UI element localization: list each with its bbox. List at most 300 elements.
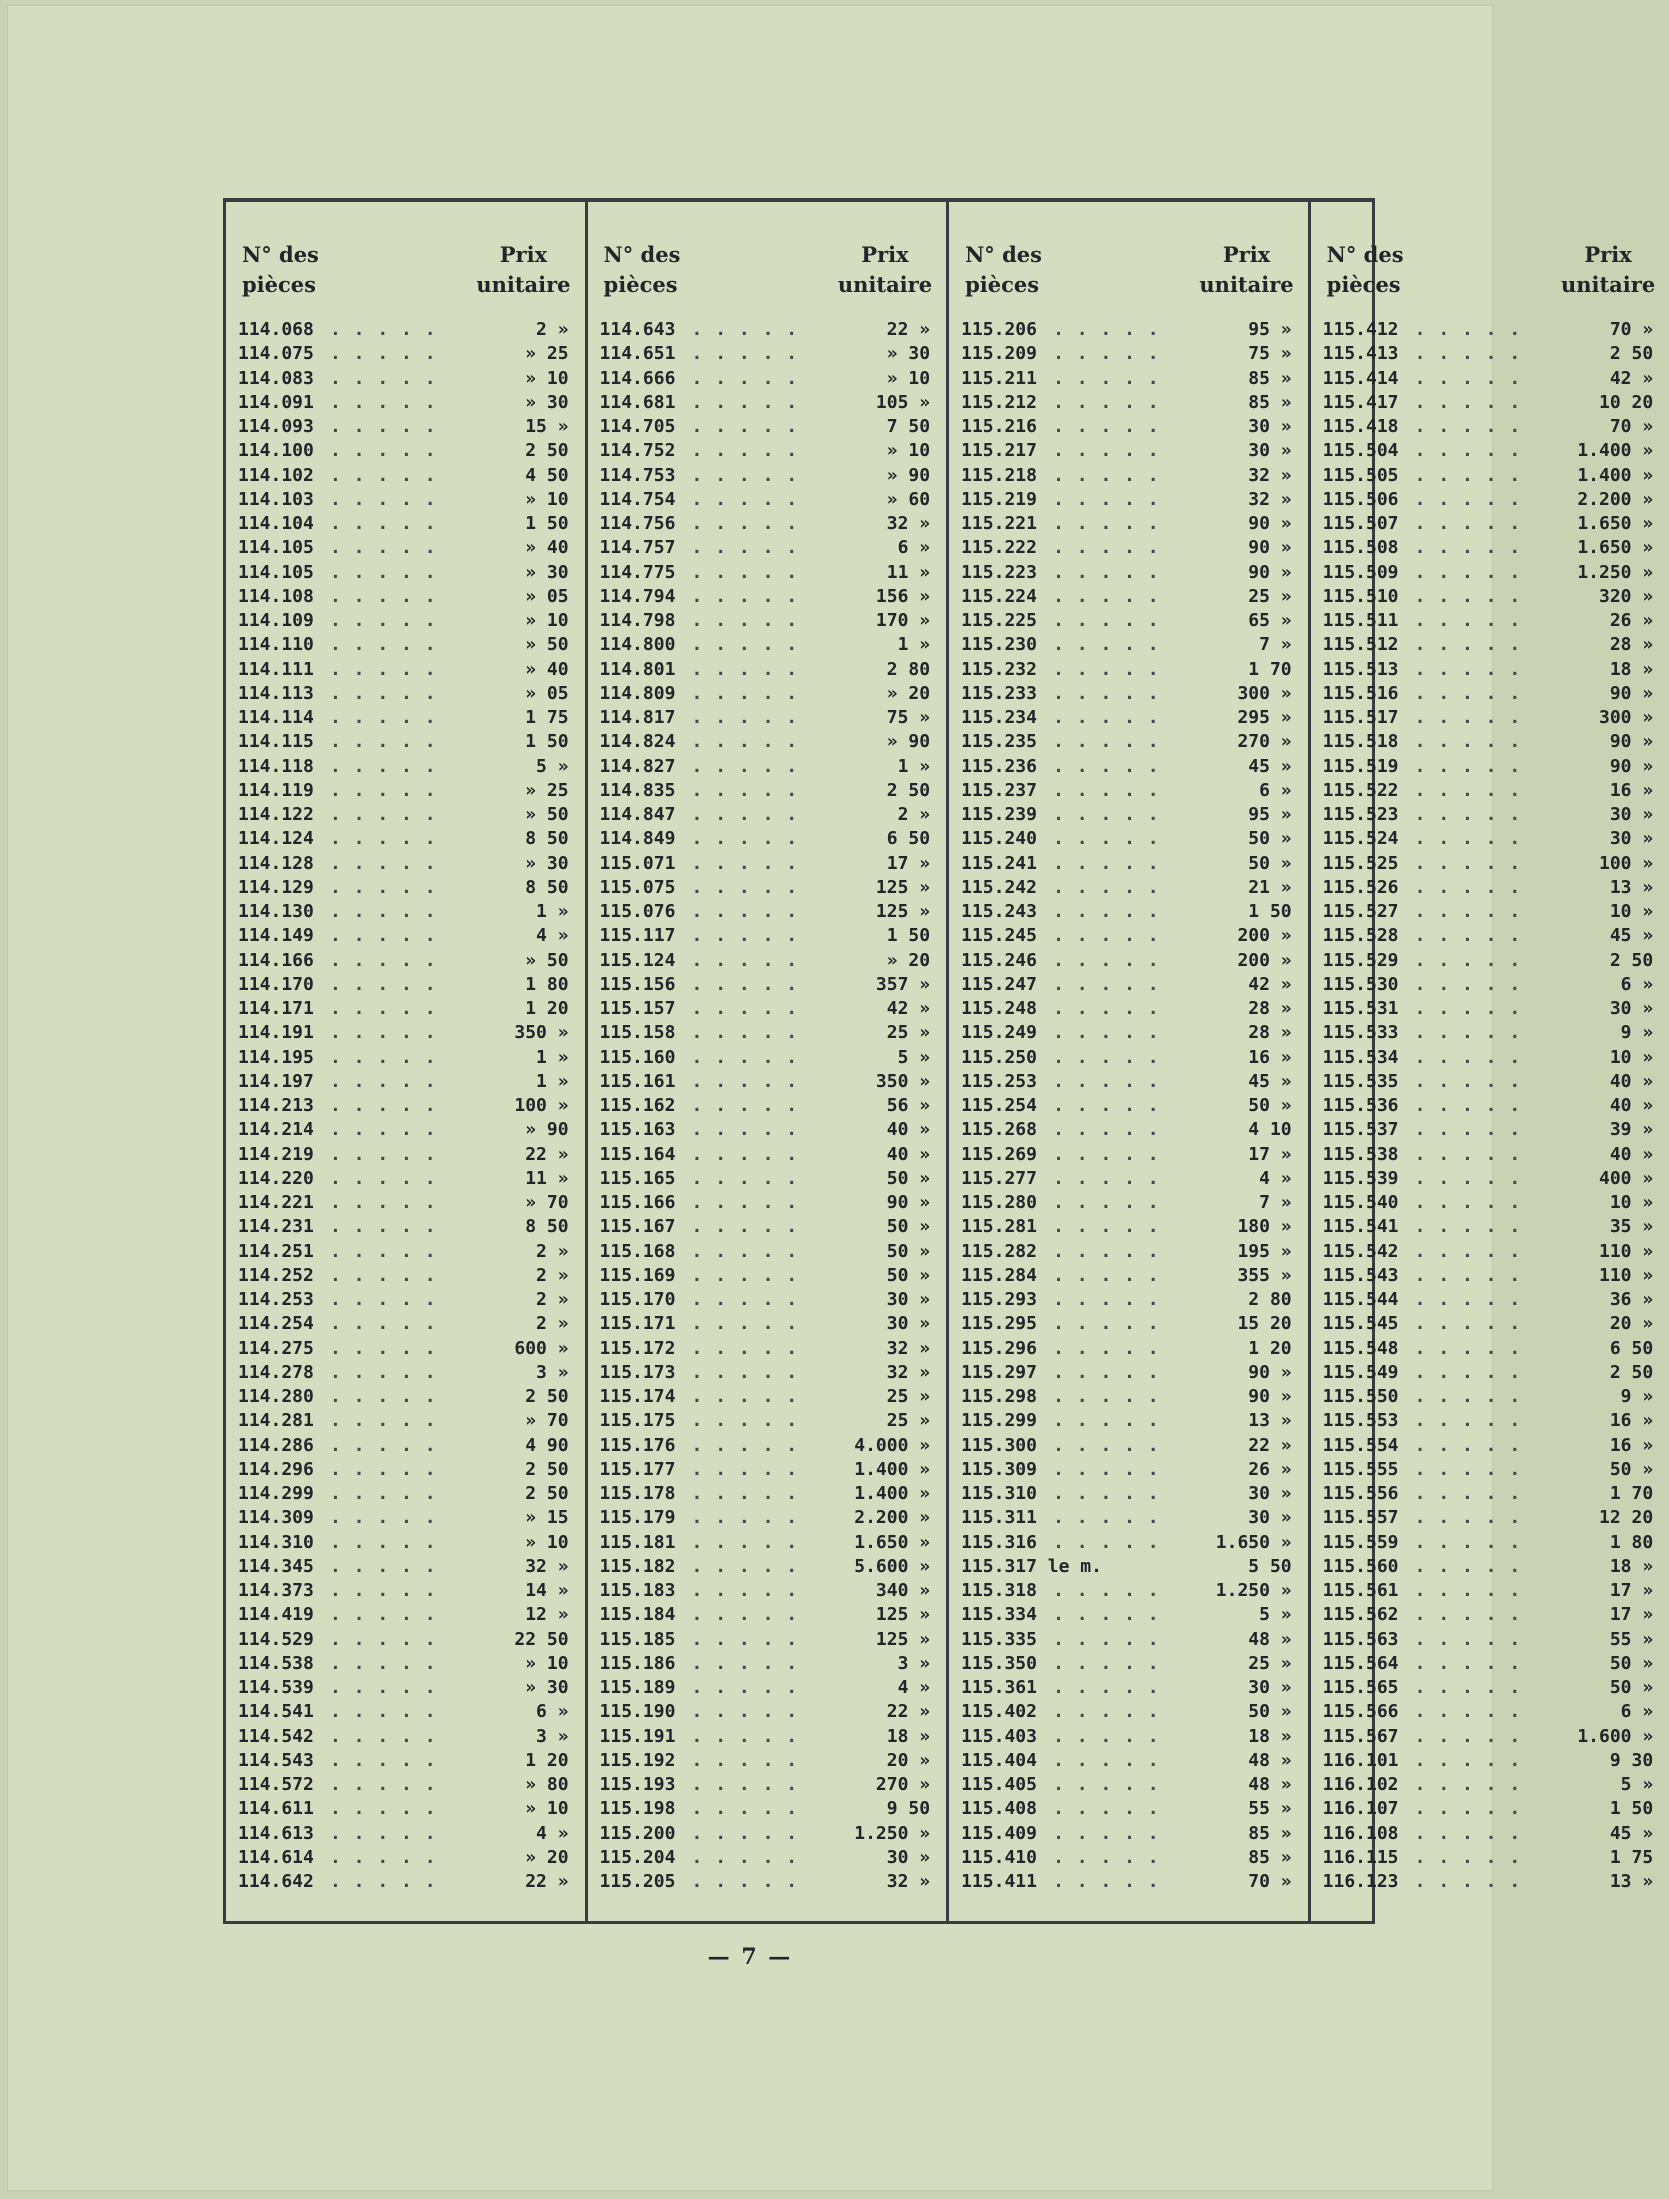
table-row xyxy=(238,1628,575,1652)
unit-price: 17 » xyxy=(1609,1580,1654,1601)
unit-price: 1.600 » xyxy=(1577,1725,1654,1747)
leader-dots: . . . . . xyxy=(1053,707,1160,728)
unit-price: 3 » xyxy=(536,1361,569,1383)
unit-price: 125 » xyxy=(875,901,931,922)
unit-price: 32 » xyxy=(886,1361,931,1383)
table-row xyxy=(238,876,575,900)
unit-price: 13 » xyxy=(1248,1410,1292,1432)
unit-price: 355 » xyxy=(1237,1264,1292,1286)
part-number: 114.221 xyxy=(238,1192,314,1213)
table-row xyxy=(961,682,1298,706)
part-number: 115.524 xyxy=(1322,828,1399,850)
unit-price: » 20 xyxy=(886,949,931,971)
table-row xyxy=(600,1579,937,1603)
table-row xyxy=(600,949,937,973)
leader-dots: . . . . . xyxy=(691,1022,799,1044)
part-number: 116.115 xyxy=(1322,1846,1399,1868)
table-row xyxy=(961,464,1298,488)
leader-dots: . . . . . xyxy=(1053,1604,1160,1626)
table-row xyxy=(961,1143,1298,1167)
part-number: 115.171 xyxy=(599,1313,676,1335)
part-number: 115.296 xyxy=(961,1337,1037,1359)
unit-price: 90 » xyxy=(1248,1361,1292,1383)
table-row xyxy=(1323,852,1660,876)
leader-dots: . . . . . xyxy=(1414,1095,1522,1116)
unit-price: » 30 xyxy=(525,391,569,413)
unit-price: 30 » xyxy=(886,1846,931,1868)
table-row xyxy=(600,1434,937,1458)
leader-dots: . . . . . xyxy=(691,343,799,365)
leader-dots: . . . . . xyxy=(691,1313,799,1335)
part-number: 115.508 xyxy=(1322,537,1399,559)
leader-dots: . . . . . xyxy=(691,731,799,753)
leader-dots: . . . . . xyxy=(691,513,799,534)
leader-dots: . . . . . xyxy=(330,1507,437,1529)
unit-price: » 05 xyxy=(525,682,569,704)
leader-dots: . . . . . xyxy=(1414,1871,1522,1892)
leader-dots: . . . . . xyxy=(1414,561,1522,583)
leader-dots: . . . . . xyxy=(330,488,437,510)
leader-dots: . . . . . xyxy=(691,1531,799,1553)
part-number: 114.191 xyxy=(238,1022,314,1044)
part-number: 115.527 xyxy=(1322,901,1399,922)
unit-price: 85 » xyxy=(1248,1822,1292,1844)
part-number: 115.245 xyxy=(961,925,1037,947)
leader-dots: . . . . . xyxy=(1053,1361,1160,1383)
part-number: 116.108 xyxy=(1322,1822,1399,1844)
table-row xyxy=(1323,682,1660,706)
table-row xyxy=(238,1700,575,1724)
unit-price: 32 » xyxy=(886,1871,931,1892)
table-row xyxy=(1323,585,1660,609)
leader-dots: . . . . . xyxy=(1414,901,1522,922)
unit-price: 40 » xyxy=(1609,1095,1654,1116)
header-unit-price: Prix unitaire xyxy=(837,242,933,297)
table-row xyxy=(238,706,575,730)
part-number: 114.231 xyxy=(238,1216,314,1238)
leader-dots: . . . . . xyxy=(1414,876,1522,898)
part-number: 115.163 xyxy=(599,1119,676,1141)
leader-dots: . . . . . xyxy=(691,1337,799,1359)
unit-price: 9 » xyxy=(1620,1022,1654,1044)
unit-price: 45 » xyxy=(1248,755,1292,777)
unit-price: 70 » xyxy=(1248,1871,1292,1892)
table-row xyxy=(238,609,575,633)
table-row xyxy=(238,1070,575,1094)
part-number: 115.538 xyxy=(1322,1143,1399,1165)
leader-dots: . . . . . xyxy=(1053,561,1160,583)
part-number: 115.506 xyxy=(1322,488,1399,510)
unit-price: 22 50 xyxy=(514,1628,569,1650)
leader-dots: . . . . . xyxy=(1053,949,1160,971)
leader-dots: . . . . . xyxy=(691,1555,799,1577)
unit-price: 300 » xyxy=(1237,682,1292,704)
leader-dots: . . . . . xyxy=(1414,634,1522,656)
unit-price: 30 » xyxy=(1248,416,1292,437)
leader-dots: . . . . . xyxy=(691,1774,799,1795)
unit-price: 1.250 » xyxy=(854,1822,931,1844)
leader-dots: . . . . . xyxy=(1414,440,1522,462)
leader-dots: . . . . . xyxy=(1414,416,1522,437)
leader-dots: . . . . . xyxy=(1053,1798,1160,1820)
table-row xyxy=(961,633,1298,657)
leader-dots: . . . . . xyxy=(1053,1410,1160,1432)
table-row xyxy=(238,1506,575,1530)
part-number: 115.554 xyxy=(1322,1434,1399,1456)
table-row xyxy=(238,1870,575,1894)
table-row xyxy=(961,1628,1298,1652)
table-row xyxy=(238,1434,575,1458)
unit-price: 350 » xyxy=(875,1070,931,1092)
document-page xyxy=(8,6,1656,2190)
table-row xyxy=(1323,755,1660,779)
leader-dots: . . . . . xyxy=(1414,1677,1522,1698)
unit-price: » 20 xyxy=(886,682,931,704)
part-number: 115.225 xyxy=(961,610,1037,631)
part-number: 115.411 xyxy=(961,1871,1037,1892)
unit-price: 90 » xyxy=(1248,561,1292,583)
part-number: 114.102 xyxy=(238,464,314,486)
table-row xyxy=(1323,415,1660,439)
table-row xyxy=(600,755,937,779)
unit-price: 1 » xyxy=(536,901,569,922)
leader-dots: . . . . . xyxy=(330,585,437,607)
part-number: 114.220 xyxy=(238,1167,314,1189)
price-table xyxy=(223,198,1656,1924)
leader-dots: . . . . . xyxy=(1053,1725,1160,1747)
unit-price: 1.650 » xyxy=(1215,1531,1292,1553)
table-row xyxy=(600,1312,937,1336)
part-number: 115.413 xyxy=(1322,343,1399,365)
part-number: 115.117 xyxy=(599,925,676,947)
part-number: 115.544 xyxy=(1322,1289,1399,1310)
part-number: 115.318 xyxy=(961,1580,1037,1601)
table-row xyxy=(238,1240,575,1264)
leader-dots: . . . . . xyxy=(691,585,799,607)
table-row xyxy=(238,1773,575,1797)
unit-price: 36 » xyxy=(1609,1289,1654,1310)
unit-price: 340 » xyxy=(875,1580,931,1601)
leader-dots: . . . . . xyxy=(330,464,437,486)
unit-price: 105 » xyxy=(875,391,931,413)
leader-dots: . . . . . xyxy=(330,1192,437,1213)
unit-price: 125 » xyxy=(875,1628,931,1650)
unit-price: » 50 xyxy=(525,634,569,656)
part-number: 115.280 xyxy=(961,1192,1037,1213)
part-number: 114.197 xyxy=(238,1070,314,1092)
part-number: 115.553 xyxy=(1322,1410,1399,1432)
table-row xyxy=(600,318,937,342)
table-row xyxy=(238,852,575,876)
table-row xyxy=(1323,1312,1660,1336)
part-number: 114.572 xyxy=(238,1774,314,1795)
unit-price: 30 » xyxy=(1248,1483,1292,1504)
unit-price: » 90 xyxy=(525,1119,569,1141)
leader-dots: . . . . . xyxy=(1414,1192,1522,1213)
leader-dots: . . . . . xyxy=(330,1822,437,1844)
leader-dots: . . . . . xyxy=(1414,1289,1522,1310)
leader-dots: . . . . . xyxy=(691,634,799,656)
leader-dots: . . . . . xyxy=(691,1119,799,1141)
table-row xyxy=(961,730,1298,754)
leader-dots: . . . . . xyxy=(1414,1240,1522,1262)
part-number: 115.181 xyxy=(599,1531,676,1553)
unit-price: » 10 xyxy=(525,610,569,631)
leader-dots: . . . . . xyxy=(1414,1458,1522,1480)
table-row xyxy=(961,1385,1298,1409)
table-row xyxy=(238,1143,575,1167)
leader-dots: . . . . . xyxy=(1053,876,1160,898)
leader-dots: . . . . . xyxy=(691,1458,799,1480)
leader-dots: . . . . . xyxy=(330,1095,437,1116)
table-row xyxy=(600,367,937,391)
table-row xyxy=(238,536,575,560)
table-row xyxy=(1323,1264,1660,1288)
part-number: 114.118 xyxy=(238,755,314,777)
unit-price: 11 » xyxy=(525,1167,569,1189)
unit-price: 95 » xyxy=(1248,319,1292,340)
price-column-2 xyxy=(588,202,950,1921)
part-number: 115.242 xyxy=(961,876,1037,898)
table-row xyxy=(238,1797,575,1821)
unit-price: 10 20 xyxy=(1599,391,1654,413)
part-number: 115.219 xyxy=(961,488,1037,510)
unit-price: 110 » xyxy=(1599,1240,1654,1262)
table-row xyxy=(238,1482,575,1506)
table-row xyxy=(1323,973,1660,997)
unit-price: 2 » xyxy=(536,319,569,340)
part-number: 114.286 xyxy=(238,1434,314,1456)
unit-price: 9 50 xyxy=(886,1798,931,1820)
table-row xyxy=(1323,561,1660,585)
table-row xyxy=(238,1579,575,1603)
leader-dots: . . . . . xyxy=(691,1410,799,1432)
part-number: 115.212 xyxy=(961,391,1037,413)
part-number: 114.115 xyxy=(238,731,314,753)
part-number: 115.281 xyxy=(961,1216,1037,1238)
table-row xyxy=(238,561,575,585)
table-row xyxy=(961,1555,1298,1579)
leader-dots: . . . . . xyxy=(1053,513,1160,534)
unit-price: 2 » xyxy=(536,1240,569,1262)
part-number: 114.252 xyxy=(238,1264,314,1286)
unit-price: 6 » xyxy=(1620,973,1654,995)
table-row xyxy=(961,1749,1298,1773)
unit-price: 30 » xyxy=(886,1289,931,1310)
unit-price: 1.400 » xyxy=(854,1483,931,1504)
part-number: 114.705 xyxy=(599,416,676,437)
part-number: 115.177 xyxy=(599,1458,676,1480)
unit-price: 6 50 xyxy=(1609,1337,1654,1359)
table-row xyxy=(961,512,1298,536)
part-number: 114.068 xyxy=(238,319,314,340)
leader-dots: . . . . . xyxy=(1414,804,1522,825)
unit-price: 30 » xyxy=(1248,1677,1292,1698)
leader-dots: . . . . . xyxy=(1414,1167,1522,1189)
leader-dots: . . . . . xyxy=(1053,779,1160,801)
leader-dots: . . . . . xyxy=(691,779,799,801)
part-number: 114.109 xyxy=(238,610,314,631)
leader-dots: . . . . . xyxy=(1053,852,1160,874)
unit-price: 600 » xyxy=(514,1337,569,1359)
table-row xyxy=(600,391,937,415)
leader-dots: . . . . . xyxy=(1414,1798,1522,1820)
table-row xyxy=(1323,1021,1660,1045)
leader-dots: . . . . . xyxy=(691,1289,799,1310)
leader-dots: . . . . . xyxy=(330,1410,437,1432)
unit-price: 5.600 » xyxy=(854,1555,931,1577)
unit-price: 6 » xyxy=(1259,779,1292,801)
table-row xyxy=(600,876,937,900)
part-number: 115.165 xyxy=(599,1167,676,1189)
leader-dots: . . . . . xyxy=(330,1240,437,1262)
leader-dots: . . . . . xyxy=(691,998,799,1019)
part-number: 115.335 xyxy=(961,1628,1037,1650)
part-number: 115.409 xyxy=(961,1822,1037,1844)
leader-dots: . . . . . xyxy=(1414,1143,1522,1165)
table-row xyxy=(238,439,575,463)
part-number: 115.550 xyxy=(1322,1386,1399,1407)
part-number: 115.555 xyxy=(1322,1458,1399,1480)
part-number: 114.681 xyxy=(599,391,676,413)
table-row xyxy=(238,512,575,536)
unit-price: 32 » xyxy=(1248,464,1292,486)
part-number: 114.128 xyxy=(238,852,314,874)
part-number: 115.566 xyxy=(1322,1701,1399,1723)
unit-price: 48 » xyxy=(1248,1628,1292,1650)
leader-dots: . . . . . xyxy=(1414,973,1522,995)
leader-dots: . . . . . xyxy=(330,1604,437,1626)
leader-dots: . . . . . xyxy=(330,973,437,995)
table-row xyxy=(600,585,937,609)
unit-price: 1 70 xyxy=(1609,1483,1654,1504)
part-number: 114.171 xyxy=(238,998,314,1019)
unit-price: 90 » xyxy=(1609,731,1654,753)
unit-price: 50 » xyxy=(1248,852,1292,874)
table-row xyxy=(600,1046,937,1070)
part-number: 115.516 xyxy=(1322,682,1399,704)
part-number: 115.510 xyxy=(1322,585,1399,607)
unit-price: 75 » xyxy=(1248,343,1292,365)
table-row xyxy=(238,730,575,754)
leader-dots: . . . . . xyxy=(1053,1022,1160,1044)
table-row xyxy=(961,1070,1298,1094)
leader-dots: . . . . . xyxy=(1414,1361,1522,1383)
unit-price: » 25 xyxy=(525,779,569,801)
table-row xyxy=(961,1409,1298,1433)
table-row xyxy=(238,1385,575,1409)
unit-price: 5 » xyxy=(1620,1774,1654,1795)
table-row xyxy=(1323,488,1660,512)
table-row xyxy=(1323,779,1660,803)
leader-dots: . . . . . xyxy=(330,1701,437,1723)
part-number: 115.523 xyxy=(1322,804,1399,825)
part-number: 115.562 xyxy=(1322,1604,1399,1626)
part-number: 115.519 xyxy=(1322,755,1399,777)
table-row xyxy=(238,1749,575,1773)
unit-price: 55 » xyxy=(1609,1628,1654,1650)
table-row xyxy=(238,1409,575,1433)
column-header xyxy=(961,240,1298,300)
part-number: 115.534 xyxy=(1322,1046,1399,1068)
unit-price: 1.250 » xyxy=(1215,1580,1292,1601)
part-number: 115.535 xyxy=(1322,1070,1399,1092)
leader-dots: . . . . . xyxy=(1414,610,1522,631)
unit-price: 1.650 » xyxy=(1577,537,1654,559)
leader-dots: . . . . . xyxy=(330,1022,437,1044)
unit-price: 4 » xyxy=(536,1822,569,1844)
table-row xyxy=(238,1676,575,1700)
table-row xyxy=(238,1264,575,1288)
leader-dots: . . . . . xyxy=(691,925,799,947)
part-number: 114.419 xyxy=(238,1604,314,1626)
unit-price: 48 » xyxy=(1248,1749,1292,1771)
part-number: 115.193 xyxy=(599,1774,676,1795)
leader-dots: . . . . . xyxy=(1414,1070,1522,1092)
table-row xyxy=(1323,1361,1660,1385)
leader-dots: . . . . . xyxy=(691,1871,799,1892)
unit-price: 3 » xyxy=(536,1725,569,1747)
part-number: 115.253 xyxy=(961,1070,1037,1092)
leader-dots: . . . . . xyxy=(1053,1095,1160,1116)
unit-price: 4.000 » xyxy=(854,1434,931,1456)
part-number: 115.254 xyxy=(961,1095,1037,1116)
table-row xyxy=(961,803,1298,827)
part-number: 115.512 xyxy=(1322,634,1399,656)
table-row xyxy=(600,924,937,948)
unit-price: 50 » xyxy=(886,1167,931,1189)
table-row xyxy=(238,1191,575,1215)
leader-dots: . . . . . xyxy=(330,343,437,365)
part-number: 115.564 xyxy=(1322,1652,1399,1674)
leader-dots: . . . . . xyxy=(1414,731,1522,753)
table-row xyxy=(600,1700,937,1724)
table-row xyxy=(961,924,1298,948)
table-row xyxy=(600,730,937,754)
table-row xyxy=(600,1361,937,1385)
leader-dots: . . . . . xyxy=(691,1798,799,1820)
leader-dots: . . . . . xyxy=(691,1677,799,1698)
leader-dots: . . . . . xyxy=(1414,537,1522,559)
table-row xyxy=(1323,1482,1660,1506)
unit-price: 320 » xyxy=(1599,585,1654,607)
leader-dots: . . . . . xyxy=(1414,1386,1522,1407)
table-row xyxy=(961,706,1298,730)
unit-price: 9 » xyxy=(1620,1386,1654,1407)
unit-price: 22 » xyxy=(886,319,931,340)
leader-dots: . . . . . xyxy=(691,416,799,437)
unit-price: 39 » xyxy=(1609,1119,1654,1141)
header-part-number: N° des pièces xyxy=(603,242,681,297)
unit-price: 30 » xyxy=(1609,998,1654,1019)
leader-dots: . . . . . xyxy=(1053,1701,1160,1723)
leader-dots: . . . . . xyxy=(330,1749,437,1771)
table-row xyxy=(1323,1191,1660,1215)
part-number: 114.345 xyxy=(238,1555,314,1577)
unit-price: 48 » xyxy=(1248,1774,1292,1795)
unit-price: 1 80 xyxy=(1609,1531,1654,1553)
unit-price: 22 » xyxy=(1248,1434,1292,1456)
unit-price: 1.400 » xyxy=(1577,464,1654,486)
table-row xyxy=(1323,1167,1660,1191)
unit-price: 7 » xyxy=(1259,1192,1292,1213)
table-row xyxy=(600,488,937,512)
table-row xyxy=(600,1749,937,1773)
leader-dots: . . . . . xyxy=(330,319,437,340)
leader-dots: . . . . . xyxy=(691,1216,799,1238)
table-row xyxy=(600,900,937,924)
leader-dots: . . . . . xyxy=(691,1701,799,1723)
